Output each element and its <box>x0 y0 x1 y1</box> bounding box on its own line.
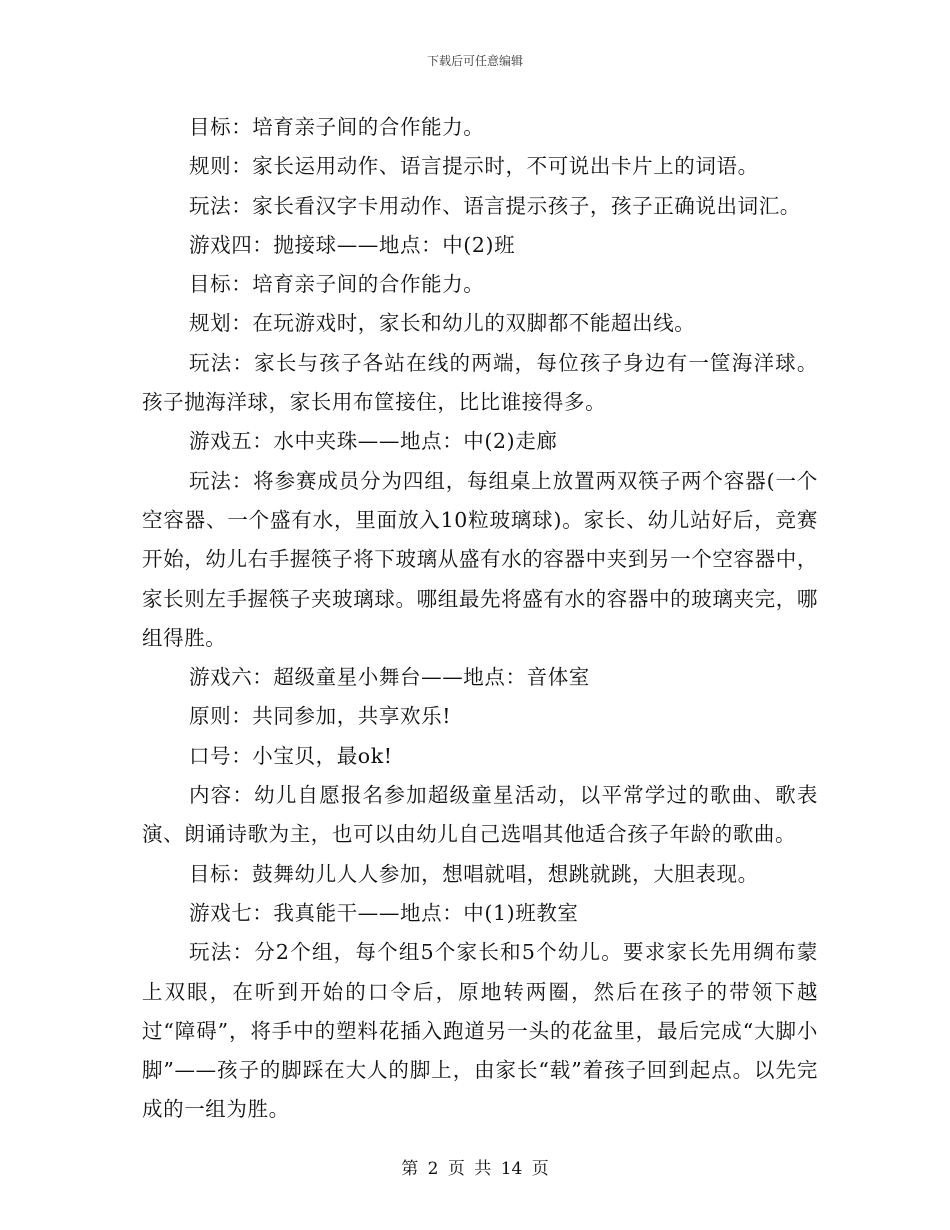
document-body <box>142 108 818 1130</box>
paragraph: 玩法：将参赛成员分为四组，每组桌上放置两双筷子两个容器(一个空容器、一个盛有水，里面放入10粒玻璃球)。家长、幼儿站好后，竞赛开始，幼儿右手握筷子将下玻璃从盛有水的容器中夹到另一个空容器中，家长则左手握筷子夹玻璃球。哪组最先将盛有水的容器中的玻璃夹完，哪组得胜。 <box>142 468 818 650</box>
paragraph: 玩法：分2个组，每个组5个家长和5个幼儿。要求家长先用绸布蒙上双眼，在听到开始的口令后，原地转两圈，然后在孩子的带领下越过“障碍”，将手中的塑料花插入跑道另一头的花盆里，最后完成“大脚小脚”——孩子的脚踩在大人的脚上，由家长“载”着孩子回到起点。以先完成的一组为胜。 <box>142 940 818 1122</box>
paragraph: 目标：培育亲子间的合作能力。 <box>189 272 485 297</box>
paragraph: 目标：鼓舞幼儿人人参加，想唱就唱，想跳就跳，大胆表现。 <box>189 861 759 886</box>
paragraph: 规划：在玩游戏时，家长和幼儿的双脚都不能超出线。 <box>189 311 696 336</box>
paragraph: 规则：家长运用动作、语言提示时，不可说出卡片上的词语。 <box>189 154 759 179</box>
paragraph: 口号：小宝贝，最ok! <box>189 743 393 768</box>
paragraph: 玩法：家长与孩子各站在线的两端，每位孩子身边有一筐海洋球。孩子抛海洋球，家长用布筐接住，比比谁接得多。 <box>142 350 818 415</box>
page-header: 下载后可任意编辑 <box>426 54 523 68</box>
paragraph: 游戏七：我真能干——地点：中(1)班教室 <box>189 900 579 925</box>
paragraph: 游戏四：抛接球——地点：中(2)班 <box>189 232 516 257</box>
page-footer: 第 2 页 共 14 页 <box>401 1159 549 1179</box>
paragraph: 内容：幼儿自愿报名参加超级童星活动，以平常学过的歌曲、歌表演、朗诵诗歌为主，也可以由幼儿自己选唱其他适合孩子年龄的歌曲。 <box>142 783 818 847</box>
paragraph: 原则：共同参加，共享欢乐! <box>189 704 452 729</box>
paragraph: 游戏六：超级童星小舞台——地点：音体室 <box>189 665 590 690</box>
paragraph: 目标：培育亲子间的合作能力。 <box>189 115 485 139</box>
paragraph: 玩法：家长看汉字卡用动作、语言提示孩子，孩子正确说出词汇。 <box>189 193 801 218</box>
paragraph: 游戏五：水中夹珠——地点：中(2)走廊 <box>189 429 558 454</box>
